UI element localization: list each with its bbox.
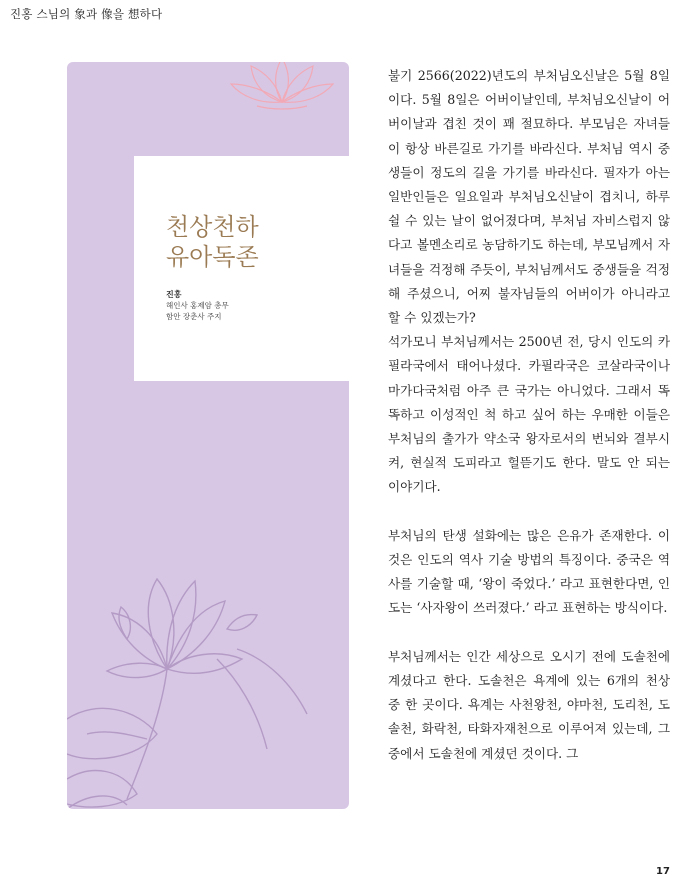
article-title-line2: 유아독존 [166, 243, 259, 271]
page-number: 17 [656, 866, 670, 877]
article-title-line1: 천상천하 [166, 213, 259, 241]
title-card [134, 156, 349, 381]
author-name: 진홍 [166, 290, 182, 299]
paragraph-4: 부처님께서는 인간 세상으로 오시기 전에 도솔천에 계셨다고 한다. 도솔천은 욕계에 있는 6개의 천상 중 한 곳이다. 욕계는 사천왕천, 야마천, 도리천, 도솔천, 화락천, 타화자재천으로 이루어져 있는데, 그중에서 도솔천에 계셨던 것이다. 그 [388, 648, 670, 761]
article-title [166, 212, 259, 272]
author-info [166, 289, 229, 322]
body-text [388, 64, 670, 766]
paragraph-2: 석가모니 부처님께서는 2500년 전, 당시 인도의 카필라국에서 태어나셨다. 카필라국은 코살라국이나 마가다국처럼 아주 큰 국가는 아니었다. 그래서 똑똑하고 이성적인 척 하고 싶어 하는 우매한 이들은 부처님의 출가가 약소국 왕자로서의 번뇌와 결부시켜, 현실적 도피라고 헐뜯기도 한다. 말도 안 되는 이야기다. [388, 334, 670, 495]
author-role-2: 함안 장춘사 주지 [166, 312, 222, 321]
paragraph-1: 불기 2566(2022)년도의 부처님오신날은 5월 8일이다. 5월 8일은 어버이날인데, 부처님오신날이 어버이날과 겹친 것이 꽤 절묘하다. 부모님은 자녀들이 항상 바른길로 가기를 바라신다. 부처님 역시 중생들이 정도의 길을 가기를 바라신다. 필자가 아는 일반인들은 일요일과 부처님오신날이 겹치니, 하루 쉴 수 있는 날이 없어졌다며, 부처님 자비스럽지 않다고 볼멘소리로 농담하기도 하는데, 부모님께서 자녀들을 걱정해 주듯이, 부처님께서도 중생들을 걱정해 주셨으니, 어찌 불자님들의 어버이가 아니라고 할 수 있겠는가? [388, 68, 670, 326]
running-header: 진홍 스님의 象과 像을 想하다 [10, 7, 163, 21]
paragraph-3: 부처님의 탄생 설화에는 많은 은유가 존재한다. 이것은 인도의 역사 기술 방법의 특징이다. 중국은 역사를 기술할 때, ‘왕이 죽었다.’ 라고 표현한다면, 인도는 ‘사자왕이 쓰러졌다.’ 라고 표현하는 방식이다. [388, 527, 670, 616]
lotus-leaves-illustration-icon [67, 509, 349, 809]
author-role-1: 해인사 홍제암 총무 [166, 301, 229, 310]
lotus-outline-icon [217, 62, 347, 112]
